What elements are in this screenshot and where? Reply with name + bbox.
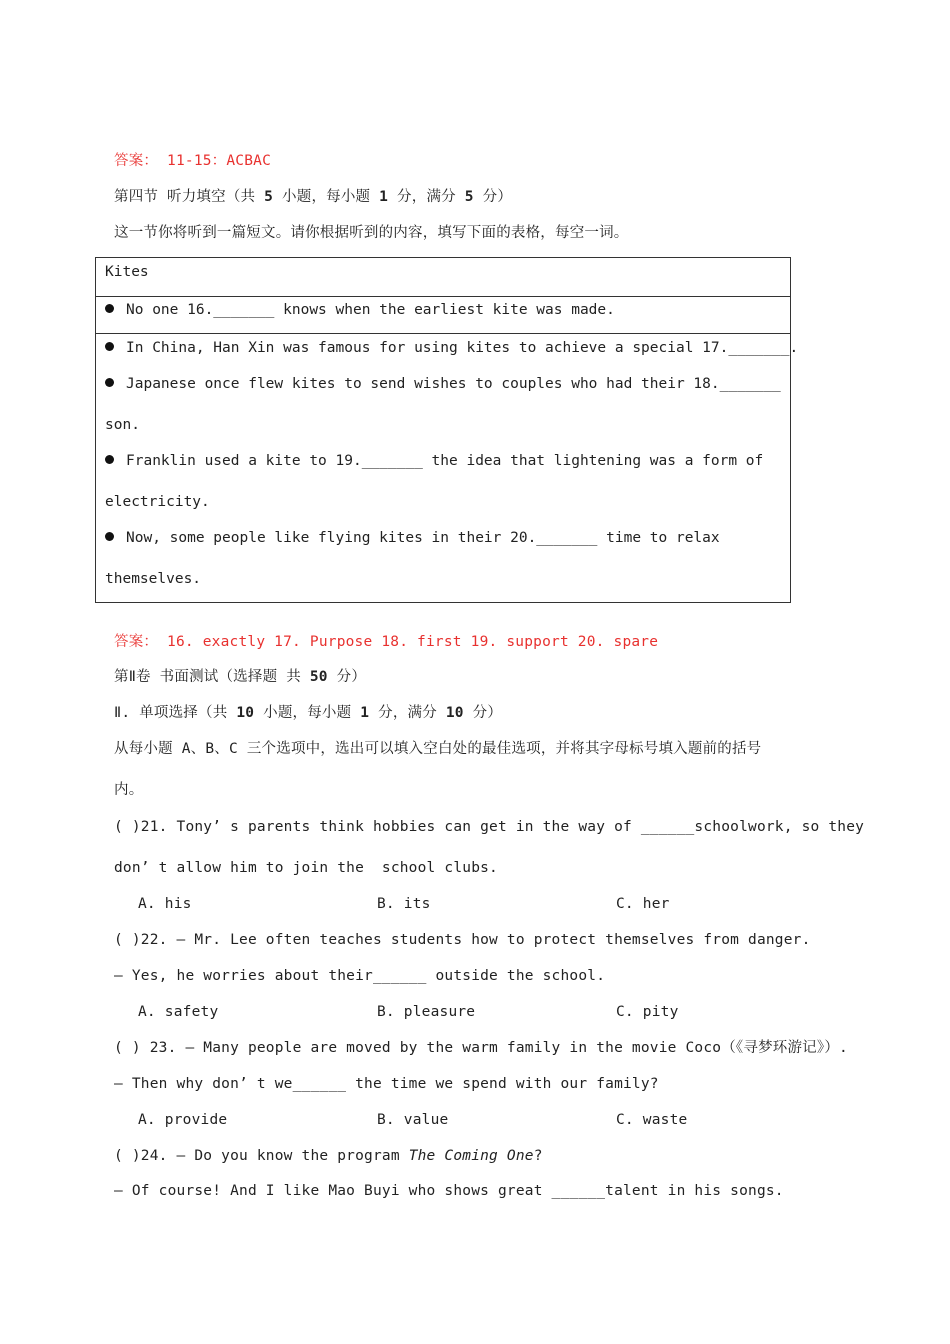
section-ii-count: 10 bbox=[236, 705, 255, 721]
part2-title-post: 分） bbox=[327, 669, 367, 685]
part2-title-pre: 第Ⅱ卷 书面测试（选择题 共 bbox=[114, 669, 310, 685]
table-row-19 bbox=[105, 451, 763, 471]
table-row-17 bbox=[105, 338, 798, 358]
bullet-icon bbox=[105, 455, 114, 464]
bullet-icon bbox=[105, 342, 114, 351]
answer-16-20: 答案： 16. exactly 17. Purpose 18. first 19. support 20. spare bbox=[114, 634, 659, 650]
row-18-text: Japanese once flew kites to send wishes to couples who had their 18._______ bbox=[126, 376, 781, 392]
section4-title-mid2: 分，满分 bbox=[388, 189, 465, 205]
part2-title bbox=[114, 667, 366, 687]
question-24 bbox=[114, 1146, 543, 1166]
section4-title-post: 分） bbox=[473, 189, 513, 205]
section-ii-point: 1 bbox=[360, 705, 370, 721]
table-row-16 bbox=[105, 300, 615, 320]
question-24-cont: — Of course! And I like Mao Buyi who shows great ______talent in his songs. bbox=[114, 1183, 784, 1199]
section4-title bbox=[114, 187, 512, 207]
section-ii-mid2: 分，满分 bbox=[369, 705, 446, 721]
section4-point: 1 bbox=[379, 189, 389, 205]
q22-option-b: B. pleasure bbox=[377, 1004, 476, 1020]
question-22-cont: — Yes, he worries about their______ outside the school. bbox=[114, 968, 606, 984]
row-17-text: In China, Han Xin was famous for using kites to achieve a special 17._______. bbox=[126, 340, 799, 356]
row-16-text: No one 16._______ knows when the earliest kite was made. bbox=[126, 302, 615, 318]
q23-option-c: C. waste bbox=[616, 1112, 688, 1128]
section4-count: 5 bbox=[264, 189, 274, 205]
q22-option-a: A. safety bbox=[138, 1004, 219, 1020]
q21-option-b: B. its bbox=[377, 896, 431, 912]
part2-score: 50 bbox=[309, 669, 328, 685]
question-23: ( ) 23. — Many people are moved by the warm family in the movie Coco（《寻梦环游记》）. bbox=[114, 1040, 848, 1056]
question-21: ( )21. Tony’ s parents think hobbies can get in the way of ______schoolwork, so they bbox=[114, 819, 865, 835]
q23-option-a: A. provide bbox=[138, 1112, 228, 1128]
section-ii-title bbox=[114, 703, 502, 723]
section4-instruction: 这一节你将听到一篇短文。请你根据听到的内容，填写下面的表格，每空一词。 bbox=[114, 225, 629, 241]
q21-option-c: C. her bbox=[616, 896, 670, 912]
answer-11-15: 答案： 11-15：ACBAC bbox=[114, 153, 272, 169]
q22-option-c: C. pity bbox=[616, 1004, 679, 1020]
table-row-20-cont: themselves. bbox=[105, 571, 202, 587]
bullet-icon bbox=[105, 378, 114, 387]
table-row-19-cont: electricity. bbox=[105, 494, 210, 510]
bullet-icon bbox=[105, 304, 114, 313]
section-ii-instruction-cont: 内。 bbox=[114, 782, 144, 798]
question-24-post: ? bbox=[533, 1148, 543, 1164]
section-ii-instruction: 从每小题 A、B、C 三个选项中，选出可以填入空白处的最佳选项，并将其字母标号填入题前的括号 bbox=[114, 741, 762, 757]
table-divider bbox=[96, 296, 790, 297]
section4-total: 5 bbox=[464, 189, 474, 205]
table-header: Kites bbox=[105, 264, 149, 280]
question-24-pre: ( )24. — Do you know the program bbox=[114, 1148, 409, 1164]
table-row-18 bbox=[105, 374, 781, 394]
section4-title-pre: 第四节 听力填空（共 bbox=[114, 189, 265, 205]
table-row-20 bbox=[105, 528, 720, 548]
question-21-cont: don’ t allow him to join the school clubs. bbox=[114, 860, 498, 876]
kites-table bbox=[95, 257, 799, 603]
section-ii-pre: Ⅱ. 单项选择（共 bbox=[114, 705, 237, 721]
row-20-text: Now, some people like flying kites in their 20._______ time to relax bbox=[126, 530, 720, 546]
section-ii-mid1: 小题，每小题 bbox=[254, 705, 361, 721]
section4-title-mid1: 小题，每小题 bbox=[273, 189, 380, 205]
table-divider bbox=[96, 333, 790, 334]
table-row-18-cont: son. bbox=[105, 417, 140, 433]
question-22: ( )22. — Mr. Lee often teaches students how to protect themselves from danger. bbox=[114, 932, 811, 948]
row-19-text: Franklin used a kite to 19._______ the idea that lightening was a form of bbox=[126, 453, 764, 469]
program-title: The Coming One bbox=[408, 1148, 534, 1164]
q23-option-b: B. value bbox=[377, 1112, 449, 1128]
question-23-cont: — Then why don’ t we______ the time we spend with our family? bbox=[114, 1076, 659, 1092]
bullet-icon bbox=[105, 532, 114, 541]
q21-option-a: A. his bbox=[138, 896, 192, 912]
section-ii-total: 10 bbox=[445, 705, 464, 721]
section-ii-post: 分） bbox=[463, 705, 503, 721]
